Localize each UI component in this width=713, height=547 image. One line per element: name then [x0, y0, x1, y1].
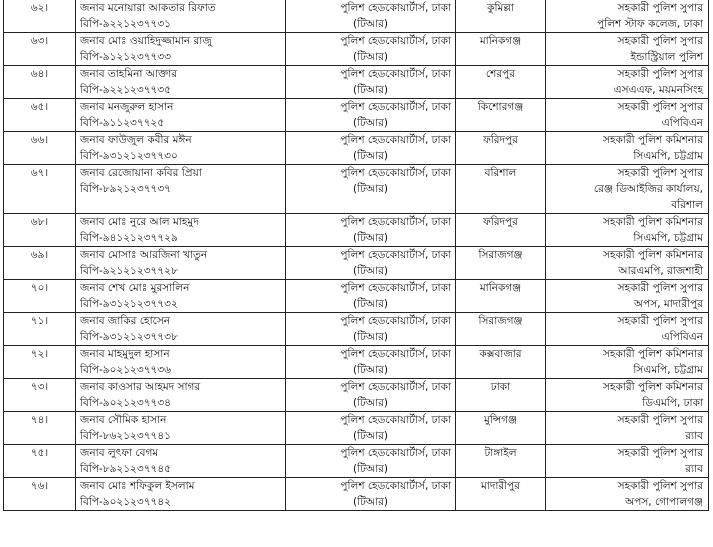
post-designation: সহকারী পুলিশ সুপার — [617, 35, 703, 47]
serial-number: ৬৩। — [30, 35, 49, 47]
posting-cell — [546, 33, 709, 66]
current-unit: পুলিশ হেডকোয়ার্টার্স, ঢাকা — [340, 167, 451, 179]
post-location: র‍্যাব — [685, 430, 703, 442]
serial-cell — [4, 99, 76, 132]
current-unit-cell — [286, 132, 456, 165]
district-cell — [456, 214, 546, 247]
tr-tag: (টিআর) — [353, 463, 388, 475]
home-district: সিরাজগঞ্জ — [478, 249, 523, 261]
bp-number: বিপি-৯০২১২৩৭৭৩৬ — [80, 364, 172, 376]
serial-number: ৬৯। — [30, 249, 49, 261]
serial-number: ৬৪। — [30, 68, 49, 80]
bp-number: বিপি-৯৩১২১২৩৭৭৩২ — [80, 298, 178, 310]
bp-number: বিপি-৯২১২১২৩৭৭২৮ — [80, 265, 178, 277]
post-designation: সহকারী পুলিশ সুপার — [617, 414, 703, 426]
bp-number: বিপি-৯৪১২১২৩৭৭২৯ — [80, 232, 178, 244]
serial-number: ৭৬। — [30, 480, 49, 492]
serial-cell — [4, 412, 76, 445]
name-cell — [76, 346, 286, 379]
officer-name: জনাব মোঃ ওয়াহিদুজ্জামান রাজু — [80, 35, 212, 47]
serial-cell — [4, 280, 76, 313]
home-district: ফরিদপুর — [483, 216, 518, 228]
post-location: আরএমপি, রাজশাহী — [618, 265, 703, 277]
post-location: র‍্যাব — [685, 463, 703, 475]
current-unit-cell — [286, 313, 456, 346]
posting-cell — [546, 445, 709, 478]
current-unit-cell — [286, 247, 456, 280]
tr-tag: (টিআর) — [353, 84, 388, 96]
name-cell — [76, 247, 286, 280]
tr-tag: (টিআর) — [353, 150, 388, 162]
district-cell — [456, 379, 546, 412]
bp-number: বিপি-৯২২১২৩৭৭৩৫ — [80, 84, 171, 96]
officer-name: জনাব জাকির হোসেন — [80, 315, 171, 327]
bp-number: বিপি-৮৯২১২৩৭৭৪৫ — [80, 463, 171, 475]
district-cell — [456, 445, 546, 478]
home-district: মাদারীপুর — [480, 480, 521, 492]
home-district: শেরপুর — [485, 68, 516, 80]
current-unit: পুলিশ হেডকোয়ার্টার্স, ঢাকা — [340, 35, 451, 47]
district-cell — [456, 280, 546, 313]
district-cell — [456, 99, 546, 132]
current-unit: পুলিশ হেডকোয়ার্টার্স, ঢাকা — [340, 216, 451, 228]
officer-name: জনাব মোঃ নুরে আল মাহমুদ — [80, 216, 199, 228]
post-designation: সহকারী পুলিশ কমিশনার — [603, 134, 703, 146]
current-unit-cell — [286, 165, 456, 214]
current-unit: পুলিশ হেডকোয়ার্টার্স, ঢাকা — [340, 447, 451, 459]
tr-tag: (টিআর) — [353, 232, 388, 244]
serial-number: ৭৪। — [30, 414, 49, 426]
table-body — [4, 0, 709, 511]
home-district: ফরিদপুর — [483, 134, 518, 146]
district-cell — [456, 165, 546, 214]
officer-name: জনাব রেজোয়ানা কবির প্রিয়া — [80, 167, 202, 179]
table-row — [4, 132, 709, 165]
name-cell — [76, 412, 286, 445]
tr-tag: (টিআর) — [353, 183, 388, 195]
bp-number: বিপি-৯৩১২১২৩৭৭৩০ — [80, 150, 178, 162]
home-district: মুন্সিগঞ্জ — [484, 414, 517, 426]
bp-number: বিপি-৯০২১২৩৭৭৩৪ — [80, 397, 171, 409]
serial-cell — [4, 379, 76, 412]
post-designation: সহকারী পুলিশ সুপার — [617, 167, 703, 179]
post-designation: সহকারী পুলিশ সুপার — [617, 447, 703, 459]
name-cell — [76, 99, 286, 132]
bp-number: বিপি-৯০২১২৩৭৭৪২ — [80, 496, 171, 508]
current-unit: পুলিশ হেডকোয়ার্টার্স, ঢাকা — [340, 315, 451, 327]
current-unit-cell — [286, 214, 456, 247]
current-unit-cell — [286, 445, 456, 478]
posting-cell — [546, 247, 709, 280]
district-cell — [456, 478, 546, 511]
officer-name: জনাব তাহমিনা আক্তার — [80, 68, 178, 80]
serial-number: ৭০। — [30, 282, 49, 294]
serial-number: ৭১। — [30, 315, 49, 327]
serial-cell — [4, 33, 76, 66]
name-cell — [76, 66, 286, 99]
district-cell — [456, 0, 546, 33]
name-cell — [76, 379, 286, 412]
current-unit-cell — [286, 478, 456, 511]
tr-tag: (টিআর) — [353, 364, 388, 376]
post-location: এসএএফ, ময়মনসিংহ — [613, 84, 703, 96]
table-row — [4, 478, 709, 511]
officer-name: জনাব লুৎফা বেগম — [80, 447, 159, 459]
home-district: কিশোরগঞ্জ — [477, 101, 524, 113]
post-designation: সহকারী পুলিশ সুপার — [617, 68, 703, 80]
serial-cell — [4, 214, 76, 247]
post-designation: সহকারী পুলিশ কমিশনার — [603, 216, 703, 228]
district-cell — [456, 66, 546, 99]
home-district: সিরাজগঞ্জ — [478, 315, 523, 327]
name-cell — [76, 280, 286, 313]
tr-tag: (টিআর) — [353, 117, 388, 129]
post-location: সিএমপি, চট্টগ্রাম — [633, 232, 703, 244]
officer-name: জনাব মোসাঃ আরজিনা খাতুন — [80, 249, 208, 261]
post-location: সিএমপি, চট্টগ্রাম — [633, 150, 703, 162]
district-cell — [456, 33, 546, 66]
post-location: ডিএমপি, ঢাকা — [642, 397, 703, 409]
current-unit: পুলিশ হেডকোয়ার্টার্স, ঢাকা — [340, 282, 451, 294]
current-unit-cell — [286, 280, 456, 313]
current-unit-cell — [286, 346, 456, 379]
home-district: মানিকগঞ্জ — [479, 282, 522, 294]
tr-tag: (টিআর) — [353, 496, 388, 508]
home-district: ঢাকা — [490, 381, 511, 393]
current-unit-cell — [286, 0, 456, 33]
posting-cell — [546, 214, 709, 247]
bp-number: বিপি-৮৬২১২৩৭৭৪১ — [80, 430, 171, 442]
serial-cell — [4, 165, 76, 214]
officer-name: জনাব সৌমিক হাসান — [80, 414, 167, 426]
serial-number: ৬৫। — [30, 101, 49, 113]
serial-cell — [4, 247, 76, 280]
bp-number: বিপি-৯১১২৩৭৭২৫ — [80, 117, 165, 129]
officer-name: জনাব মাহমুদুল হাসান — [80, 348, 170, 360]
name-cell — [76, 214, 286, 247]
post-designation: সহকারী পুলিশ কমিশনার — [603, 249, 703, 261]
district-cell — [456, 313, 546, 346]
officer-name: জনাব শেখ মোঃ মুরসালিন — [80, 282, 190, 294]
table-row — [4, 313, 709, 346]
table-row — [4, 280, 709, 313]
name-cell — [76, 33, 286, 66]
serial-cell — [4, 346, 76, 379]
post-designation: সহকারী পুলিশ সুপার — [617, 480, 703, 492]
officer-name: জনাব মনোয়ারা আকতার রিফাত — [80, 2, 216, 14]
serial-number: ৭২। — [30, 348, 49, 360]
posting-cell — [546, 66, 709, 99]
current-unit: পুলিশ হেডকোয়ার্টার্স, ঢাকা — [340, 480, 451, 492]
bp-number: বিপি-৯১২১২৩৭৭৩৩ — [80, 51, 171, 63]
current-unit: পুলিশ হেডকোয়ার্টার্স, ঢাকা — [340, 2, 451, 14]
name-cell — [76, 445, 286, 478]
posting-cell — [546, 379, 709, 412]
officer-name: জনাব ফাউজুল কবীর মঈন — [80, 134, 192, 146]
post-location: ইন্ডাস্ট্রিয়াল পুলিশ — [630, 51, 703, 63]
post-designation: সহকারী পুলিশ সুপার — [617, 101, 703, 113]
tr-tag: (টিআর) — [353, 298, 388, 310]
officer-posting-table — [3, 0, 709, 511]
post-location: পুলিশ স্টাফ কলেজ, ঢাকা — [597, 18, 703, 30]
district-cell — [456, 412, 546, 445]
posting-cell — [546, 280, 709, 313]
table-row — [4, 247, 709, 280]
current-unit: পুলিশ হেডকোয়ার্টার্স, ঢাকা — [340, 101, 451, 113]
name-cell — [76, 313, 286, 346]
table-row — [4, 346, 709, 379]
post-location: অপস, মাদারীপুর — [634, 298, 703, 310]
bp-number: বিপি-৮৯২১২৩৭৭৩৭ — [80, 183, 171, 195]
current-unit-cell — [286, 412, 456, 445]
post-location: রেঞ্জ ডিআইজির কার্যালয়, — [593, 183, 703, 195]
home-district: বরিশাল — [484, 167, 517, 179]
post-designation: সহকারী পুলিশ সুপার — [617, 2, 703, 14]
posting-cell — [546, 313, 709, 346]
home-district: টাঙ্গাইল — [484, 447, 517, 459]
bp-number: বিপি-৯৩১২১২৩৭৭৩৮ — [80, 331, 178, 343]
post-location: এপিবিএন — [661, 331, 703, 343]
serial-cell — [4, 132, 76, 165]
post-line-3: বরিশাল — [671, 199, 703, 211]
post-location: অপস, গোপালগঞ্জ — [625, 496, 703, 508]
current-unit: পুলিশ হেডকোয়ার্টার্স, ঢাকা — [340, 414, 451, 426]
officer-name: জনাব মোঃ শফিকুল ইসলাম — [80, 480, 195, 492]
post-designation: সহকারী পুলিশ সুপার — [617, 282, 703, 294]
current-unit-cell — [286, 379, 456, 412]
post-location: এপিবিএন — [661, 117, 703, 129]
name-cell — [76, 0, 286, 33]
serial-number: ৬৮। — [30, 216, 49, 228]
current-unit-cell — [286, 33, 456, 66]
table-row — [4, 66, 709, 99]
current-unit: পুলিশ হেডকোয়ার্টার্স, ঢাকা — [340, 348, 451, 360]
posting-cell — [546, 0, 709, 33]
officer-name: জনাব কাওসার আহমদ সাগর — [80, 381, 201, 393]
current-unit: পুলিশ হেডকোয়ার্টার্স, ঢাকা — [340, 68, 451, 80]
post-location: সিএমপি, চট্টগ্রাম — [633, 364, 703, 376]
current-unit-cell — [286, 99, 456, 132]
serial-number: ৬২। — [30, 2, 49, 14]
table-row — [4, 99, 709, 132]
posting-cell — [546, 132, 709, 165]
posting-cell — [546, 478, 709, 511]
post-designation: সহকারী পুলিশ সুপার — [617, 315, 703, 327]
home-district: কক্সবাজার — [479, 348, 522, 360]
tr-tag: (টিআর) — [353, 265, 388, 277]
table-row — [4, 0, 709, 33]
district-cell — [456, 132, 546, 165]
table-row — [4, 33, 709, 66]
table-row — [4, 214, 709, 247]
district-cell — [456, 247, 546, 280]
serial-cell — [4, 445, 76, 478]
serial-number: ৬৭। — [30, 167, 49, 179]
tr-tag: (টিআর) — [353, 51, 388, 63]
name-cell — [76, 132, 286, 165]
table-row — [4, 412, 709, 445]
tr-tag: (টিআর) — [353, 430, 388, 442]
tr-tag: (টিআর) — [353, 331, 388, 343]
table-row — [4, 165, 709, 214]
table-row — [4, 379, 709, 412]
name-cell — [76, 478, 286, 511]
tr-tag: (টিআর) — [353, 18, 388, 30]
current-unit-cell — [286, 66, 456, 99]
bp-number: বিপি-৯২২১২৩৭৭৩১ — [80, 18, 171, 30]
serial-cell — [4, 478, 76, 511]
home-district: মানিকগঞ্জ — [479, 35, 522, 47]
current-unit: পুলিশ হেডকোয়ার্টার্স, ঢাকা — [340, 249, 451, 261]
posting-cell — [546, 346, 709, 379]
post-designation: সহকারী পুলিশ কমিশনার — [603, 381, 703, 393]
serial-cell — [4, 66, 76, 99]
posting-cell — [546, 165, 709, 214]
district-cell — [456, 346, 546, 379]
current-unit: পুলিশ হেডকোয়ার্টার্স, ঢাকা — [340, 134, 451, 146]
serial-number: ৬৬। — [30, 134, 49, 146]
serial-number: ৭৩। — [30, 381, 49, 393]
officer-name: জনাব মনজুরুল হাসান — [80, 101, 174, 113]
serial-cell — [4, 0, 76, 33]
serial-number: ৭৫। — [30, 447, 49, 459]
current-unit: পুলিশ হেডকোয়ার্টার্স, ঢাকা — [340, 381, 451, 393]
tr-tag: (টিআর) — [353, 397, 388, 409]
posting-cell — [546, 99, 709, 132]
posting-cell — [546, 412, 709, 445]
post-designation: সহকারী পুলিশ কমিশনার — [603, 348, 703, 360]
serial-cell — [4, 313, 76, 346]
table-row — [4, 445, 709, 478]
home-district: কুমিল্লা — [487, 2, 514, 14]
name-cell — [76, 165, 286, 214]
